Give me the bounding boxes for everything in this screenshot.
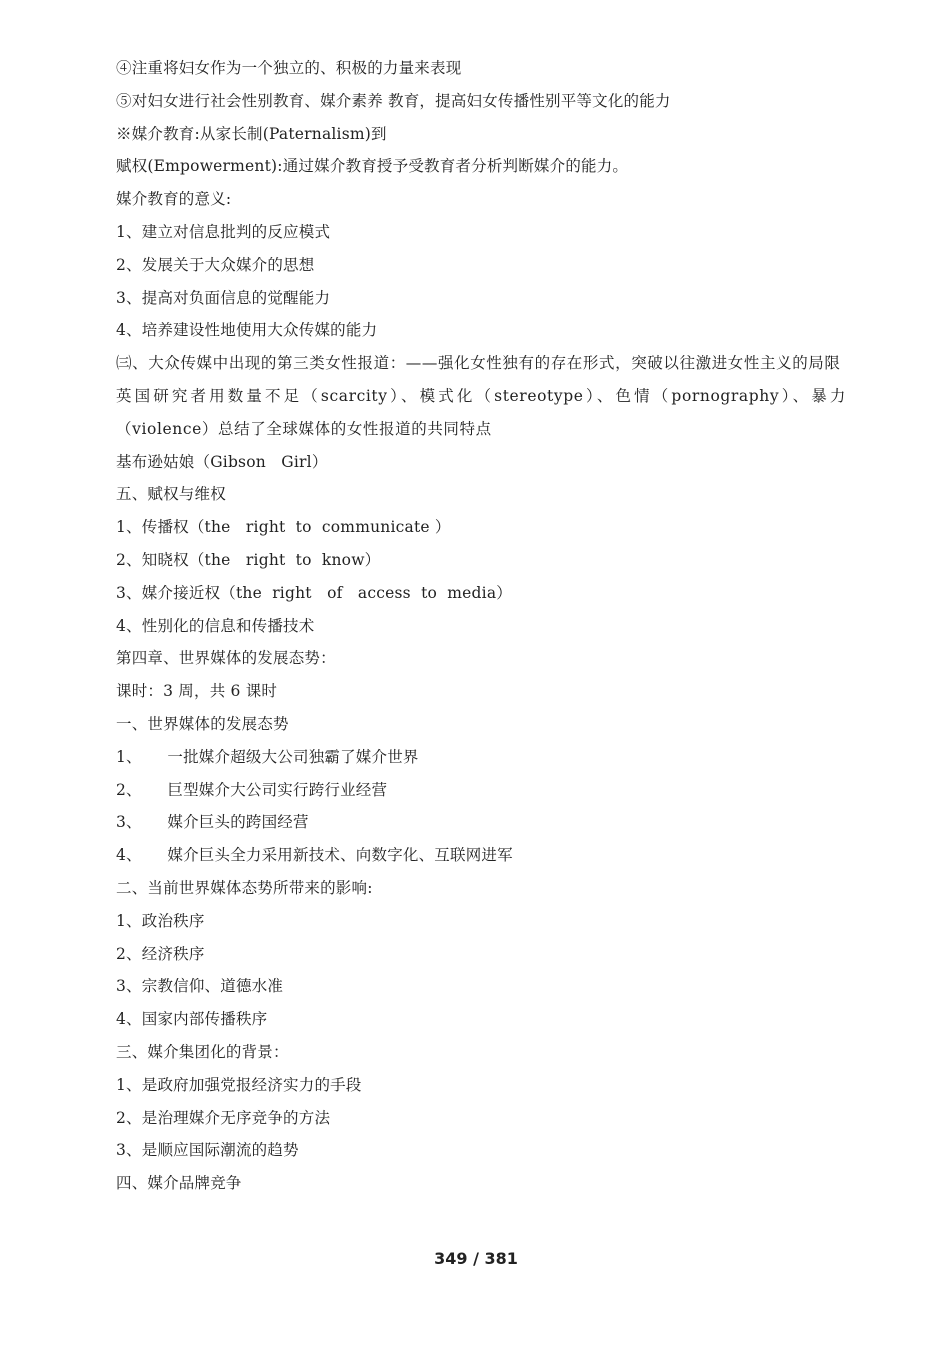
section-heading: 二、当前世界媒体态势所带来的影响: [116,878,373,897]
section-heading: 三、媒介集团化的背景： [116,1042,289,1061]
text-line: ④注重将妇女作为一个独立的、积极的力量来表现 [116,59,462,77]
text-line: ⑤对妇女进行社会性别教育、媒介素养 教育，提高妇女传播性别平等文化的能力 [116,91,671,110]
text-line: 3、是顺应国际潮流的趋势 [116,1141,299,1160]
text-line: 1、是政府加强党报经济实力的手段 [116,1075,362,1094]
text-line: 2、 巨型媒介大公司实行跨行业经营 [116,780,388,799]
text-paragraph: 英国研究者用数量不足（scarcity）、模式化（stereotype）、色情（pornography）、暴力（violence）总结了全球媒体的女性报道的共同特点 [116,386,846,438]
text-line: 1、建立对信息批判的反应模式 [116,222,331,241]
text-line: 媒介教育的意义: [116,190,232,209]
section-heading: 一、世界媒体的发展态势 [116,714,289,733]
text-line: 基布逊姑娘（Gibson Girl） [116,452,328,471]
text-line: 2、经济秩序 [116,944,205,963]
page-number: 349 / 381 [434,1249,518,1268]
chapter-heading: 第四章、世界媒体的发展态势： [116,649,336,668]
text-line: 4、 媒介巨头全力采用新技术、向数字化、互联网进军 [116,846,513,865]
text-line: 4、性别化的信息和传播技术 [116,616,315,635]
section-heading: 四、媒介品牌竞争 [116,1174,242,1193]
text-line: 2、是治理媒介无序竞争的方法 [116,1108,331,1127]
text-line: 3、提高对负面信息的觉醒能力 [116,288,331,307]
text-paragraph: ㈢、大众传媒中出现的第三类女性报道：——强化女性独有的存在形式，突破以往激进女性主义的局限 [116,354,841,373]
text-line: 1、政治秩序 [116,911,205,930]
text-line: 课时：3 周，共 6 课时 [116,682,278,701]
text-line: 赋权(Empowerment):通过媒介教育授予受教育者分析判断媒介的能力。 [116,157,629,176]
text-line: 4、培养建设性地使用大众传媒的能力 [116,321,378,340]
text-line: 3、 媒介巨头的跨国经营 [116,813,309,832]
text-line: 2、发展关于大众媒介的思想 [116,255,315,274]
text-line: 1、 一批媒介超级大公司独霸了媒介世界 [116,747,419,766]
section-heading: 五、赋权与维权 [116,485,226,504]
text-line: 2、知晓权（the right to know） [116,550,381,569]
document-body [116,52,846,1200]
text-line: 3、媒介接近权（the right of access to media） [116,583,512,602]
text-line: 4、国家内部传播秩序 [116,1010,268,1029]
text-line: 1、传播权（the right to communicate ） [116,518,451,537]
text-line: ※媒介教育:从家长制(Paternalism)到 [116,124,387,143]
text-line: 3、宗教信仰、道德水准 [116,977,284,996]
